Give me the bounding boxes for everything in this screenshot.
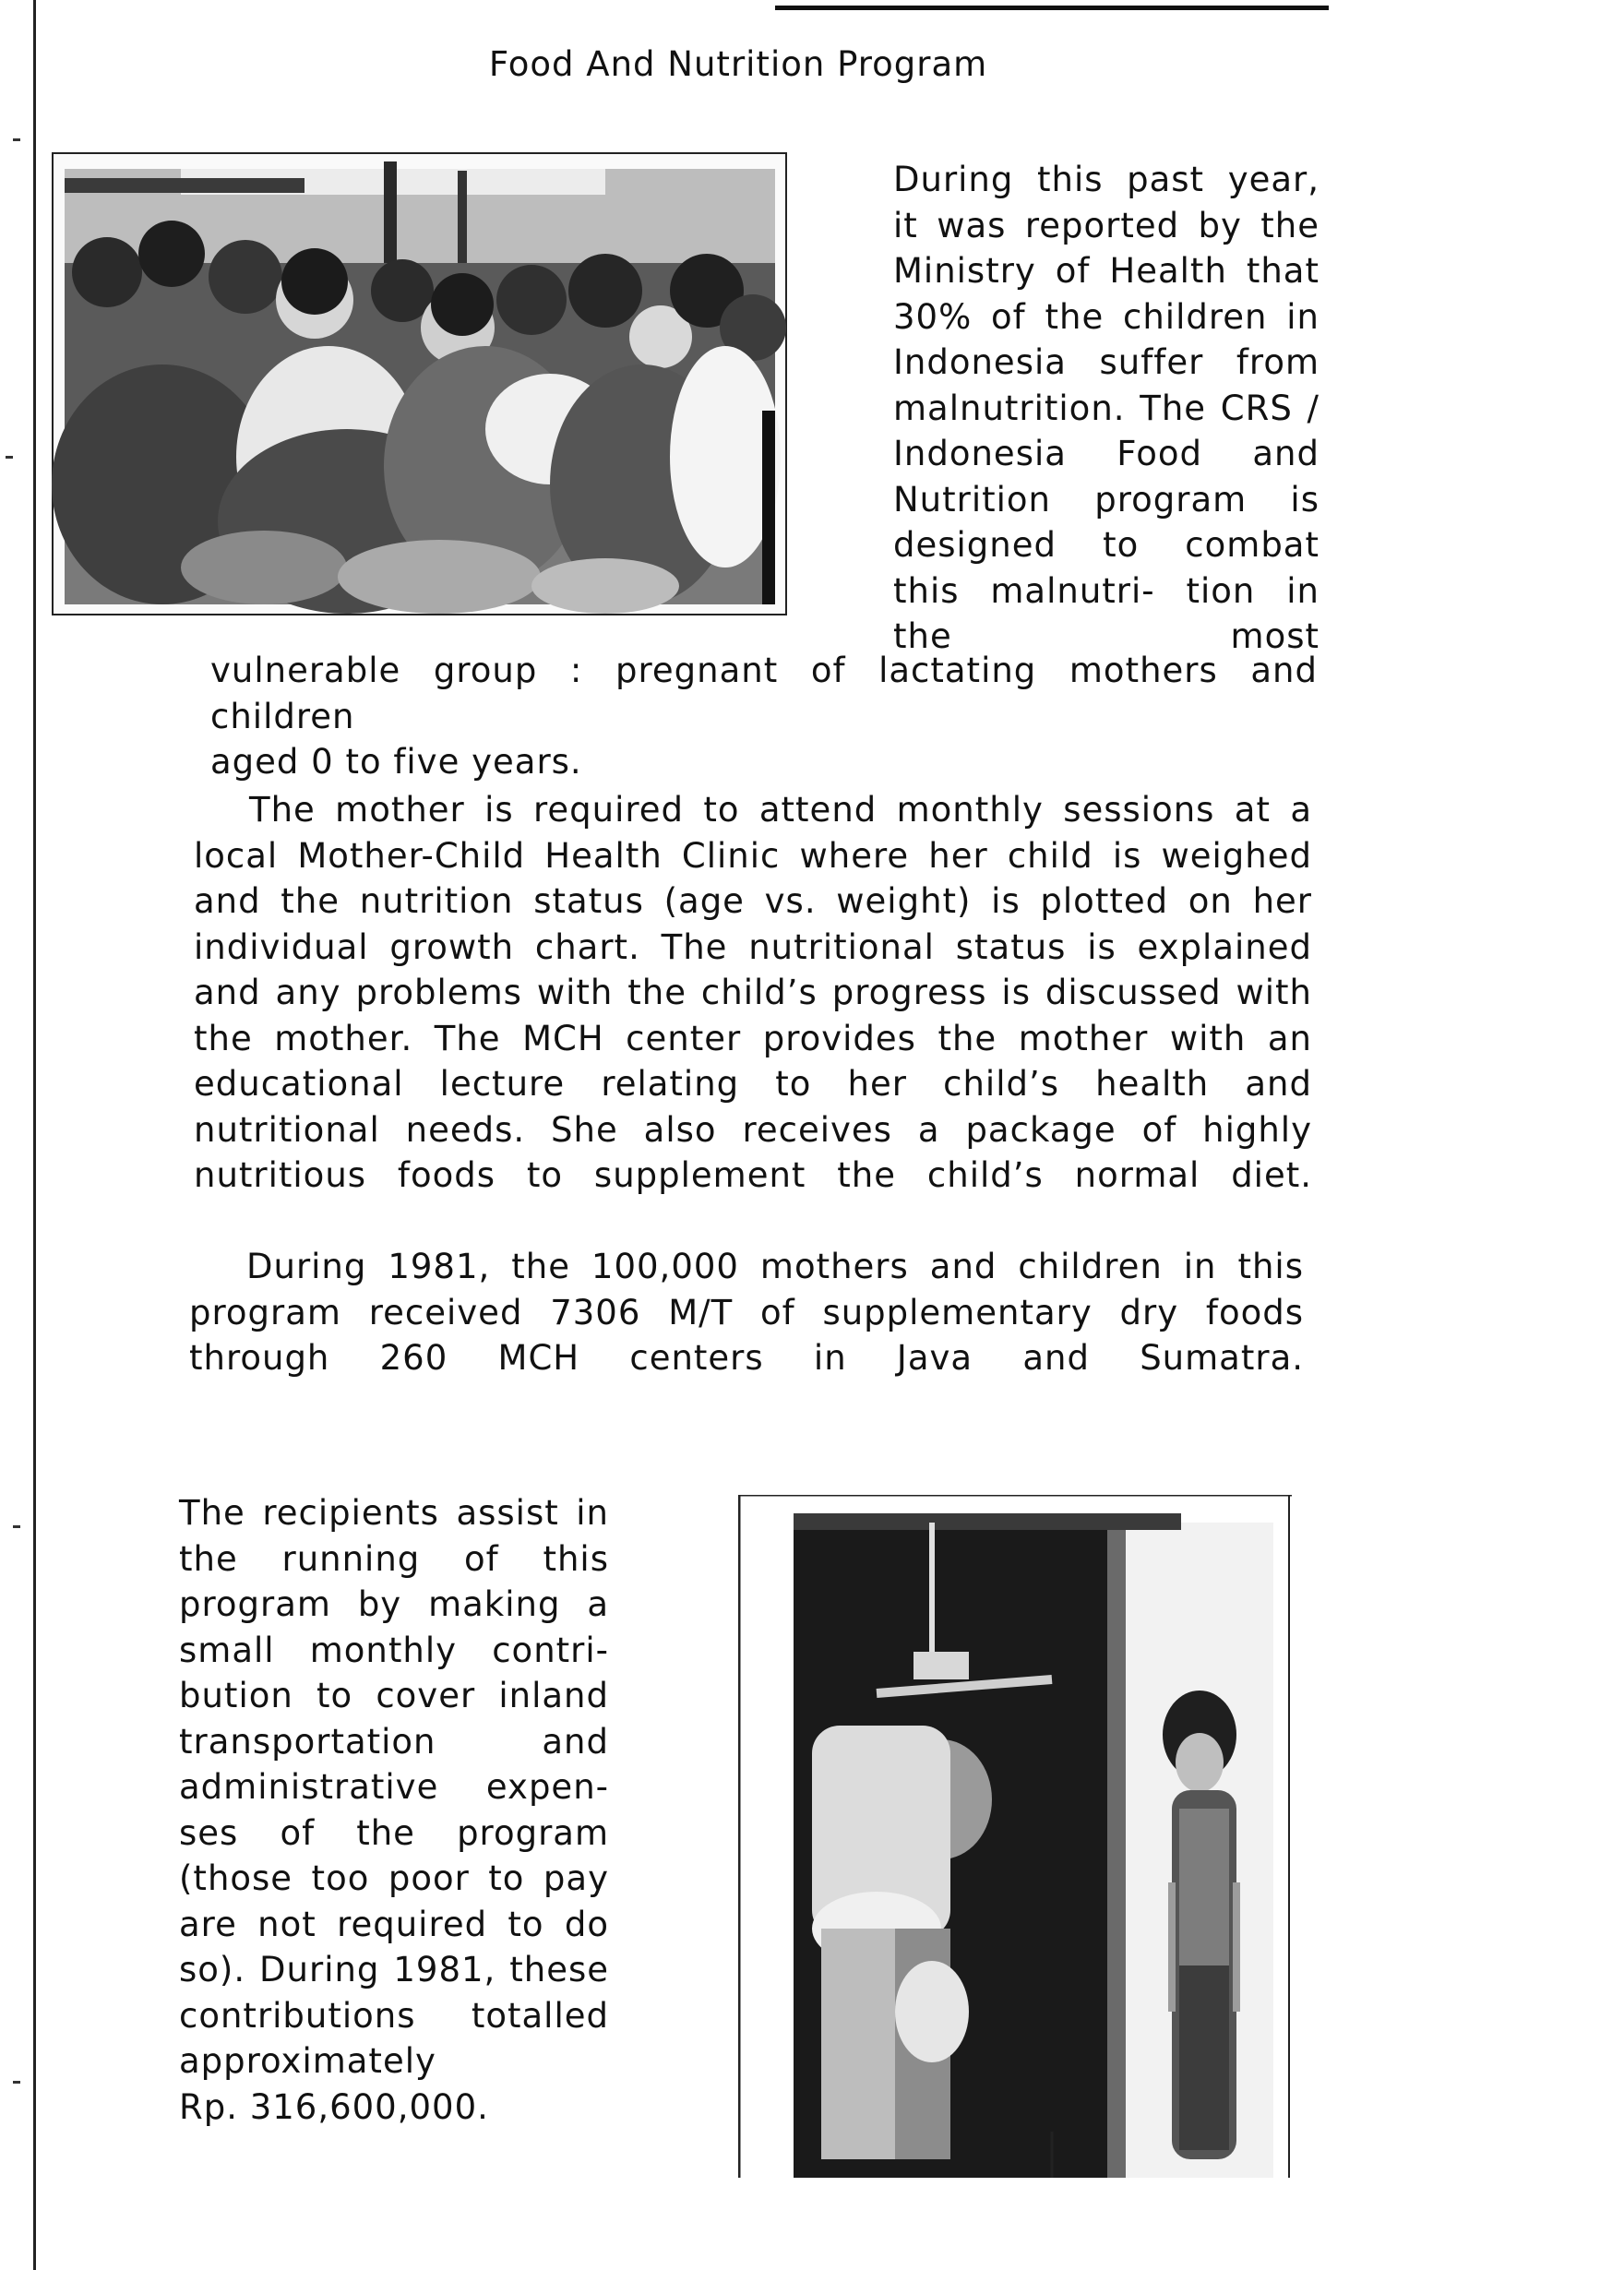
intro-paragraph-bottom (210, 648, 1318, 785)
food-distribution-paragraph: During 1981, the 100,000 mothers and children in this program received 7306 M/T of supplementary dry foods through 260 MCH centers in Java and Sumatra. (189, 1247, 1304, 1378)
intro-paragraph-top: During this past year, it was reported by the Ministry of Health that 30% of the children in Indonesia suffer from malnutrition. The CRS / Indonesia Food and Nutrition program is designed to combat this malnutri- tion in the most (893, 160, 1320, 656)
page-title: Food And Nutrition Program (488, 44, 988, 84)
scan-mark (13, 1525, 20, 1528)
contributions-text: The recipients assist in the running of this program by making a small monthly contri- bution to cover inland transportation and administrative expen- ses of the program (those too poor to pay are not required to do so). During 1981, these contributions totalled approximately (179, 1493, 609, 2081)
clinic-sessions-paragraph: The mother is required to attend monthly sessions at a local Mother-Child Health Clinic where her child is weighed and the nutrition status (age vs. weight) is plotted on her individual growth chart. The nutritional status is explained and any problems with the child’s progress is discussed with the mother. The MCH center provides the mother with an educational lecture relating to her child’s health and nutritional needs. She also receives a package of highly nutritious foods to supplement the child’s normal diet. (194, 790, 1312, 1195)
scan-mark (13, 138, 20, 141)
scan-mark (6, 456, 13, 459)
contributions-amount: Rp. 316,600,000. (179, 2086, 489, 2127)
weighing-photo (738, 1495, 1292, 2178)
intro-bottom-line1: vulnerable group : pregnant of lactating mothers and children (210, 651, 1318, 736)
scan-mark (13, 2081, 20, 2084)
top-rule (775, 6, 1329, 10)
left-margin-rule (33, 0, 36, 2270)
intro-bottom-line2: aged 0 to five years. (210, 742, 582, 782)
clinic-group-photo (52, 152, 787, 615)
contributions-paragraph (179, 1490, 609, 2130)
